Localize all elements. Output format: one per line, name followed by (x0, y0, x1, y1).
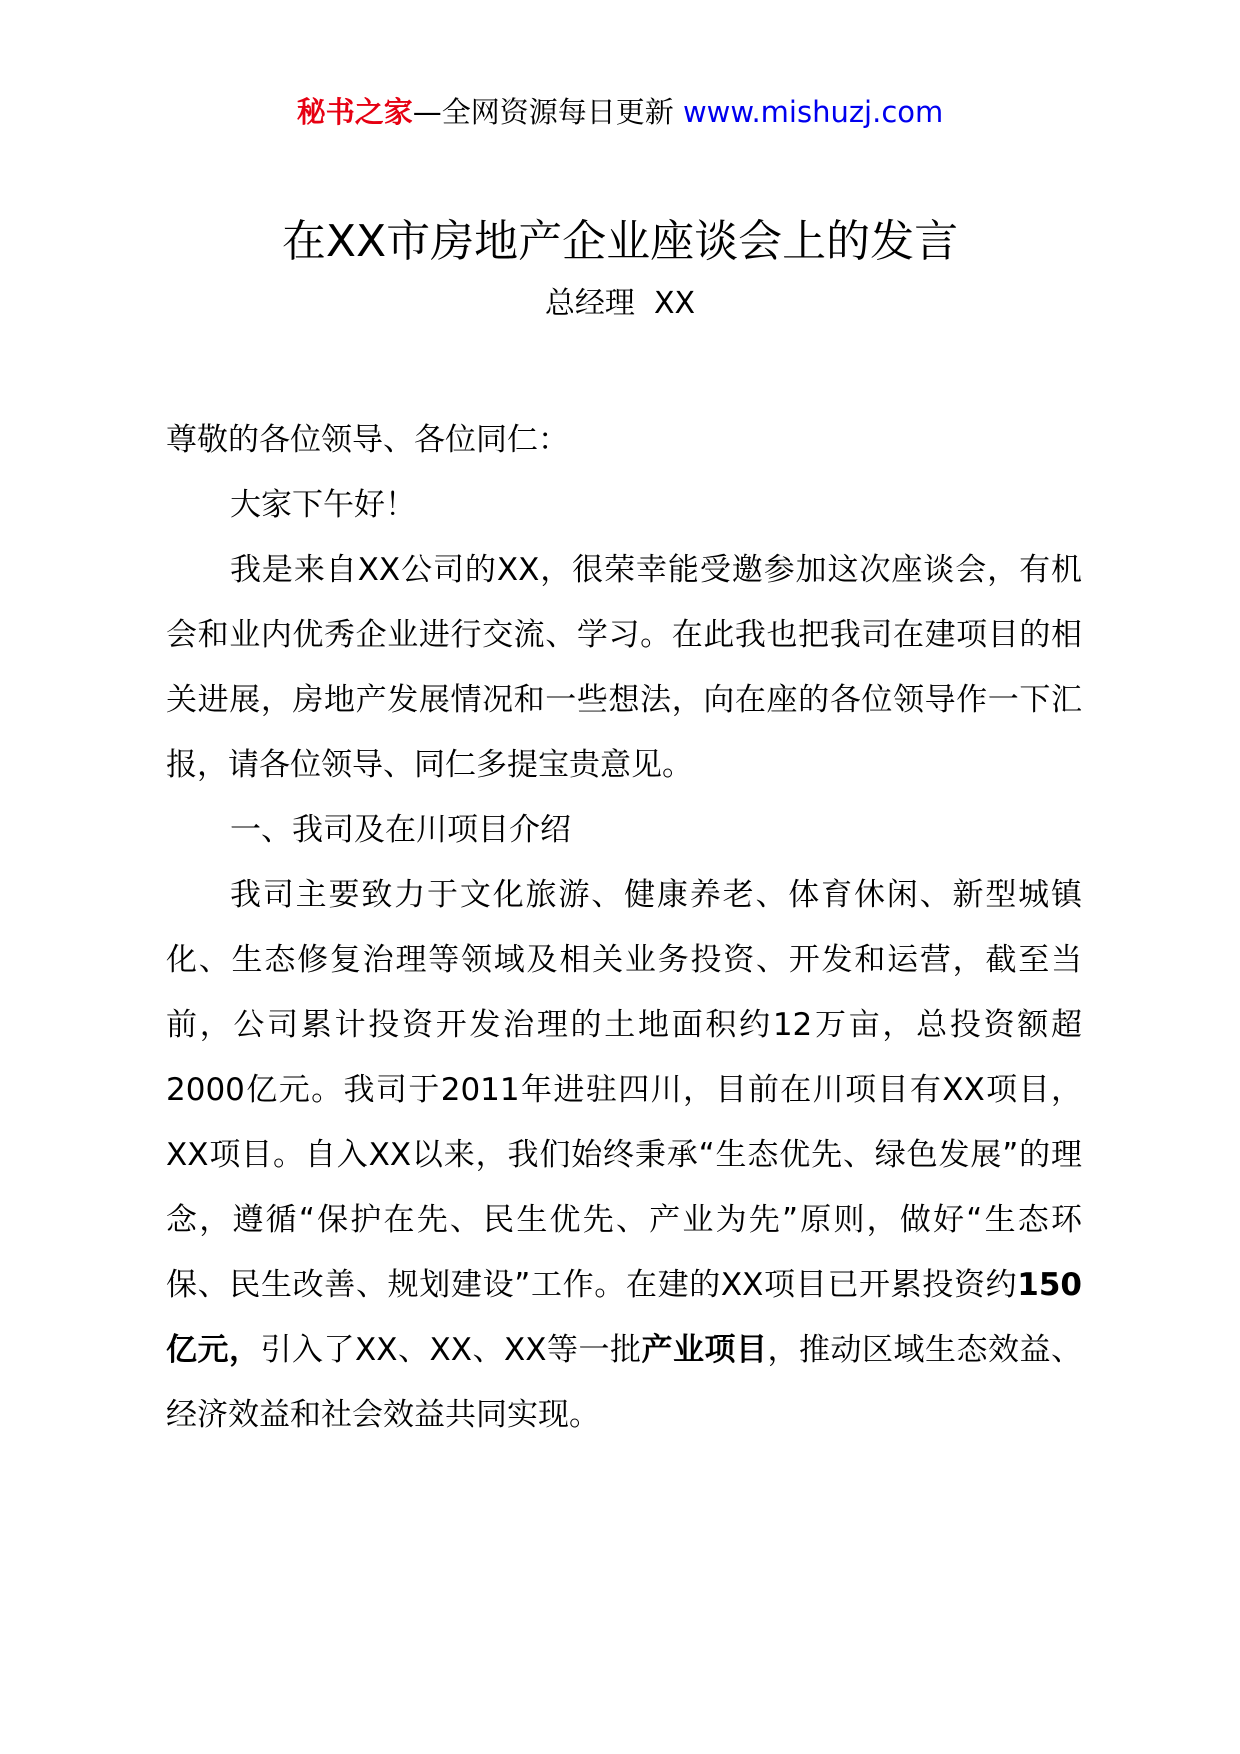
section-body-text: ，推动区域生态效益、经济效益和社会效益共同实现。 (166, 1332, 1083, 1433)
intro-paragraph: 我是来自XX公司的XX，很荣幸能受邀参加这次座谈会，有机会和业内优秀企业进行交流、学习。在此我也把我司在建项目的相关进展，房地产发展情况和一些想法，向在座的各位领导作一下汇报，请各位领导、同仁多提宝贵意见。 (166, 552, 1082, 783)
salutation-paragraph: 尊敬的各位领导、各位同仁： (166, 422, 569, 458)
section-heading: 一、我司及在川项目介绍 (230, 812, 571, 848)
header-tagline: —全网资源每日更新 (412, 95, 683, 129)
brand-name: 秘书之家 (296, 95, 413, 129)
site-header (0, 92, 1240, 132)
document-byline: 总经理 XX (544, 286, 696, 321)
document-body (166, 408, 1082, 1448)
document-title: 在XX市房地产企业座谈会上的发言 (281, 216, 959, 267)
section-body-text: 我司主要致力于文化旅游、健康养老、体育休闲、新型城镇化、生态修复治理等领域及相关业务投资、开发和运营，截至当前，公司累计投资开发治理的土地面积约12万亩，总投资额超2000亿元。我司于2011年进驻四川，目前在川项目有XX项目，XX项目。自入XX以来，我们始终秉承“生态优先、绿色发展”的理念，遵循“保护在先、民生优先、产业为先”原则，做好“生态环保、民生改善、规划建设”工作。在建的XX项目已开累投资约 (166, 877, 1082, 1303)
site-url-link[interactable]: www.mishuzj.com (682, 95, 944, 129)
investment-amount-bold: 150亿元， (166, 1267, 1082, 1368)
greeting-paragraph: 大家下午好！ (230, 487, 416, 523)
section-body-paragraph (166, 863, 1082, 1448)
section-body-text: 引入了XX、XX、XX等一批 (260, 1332, 642, 1368)
industry-projects-bold: 产业项目 (641, 1332, 768, 1368)
